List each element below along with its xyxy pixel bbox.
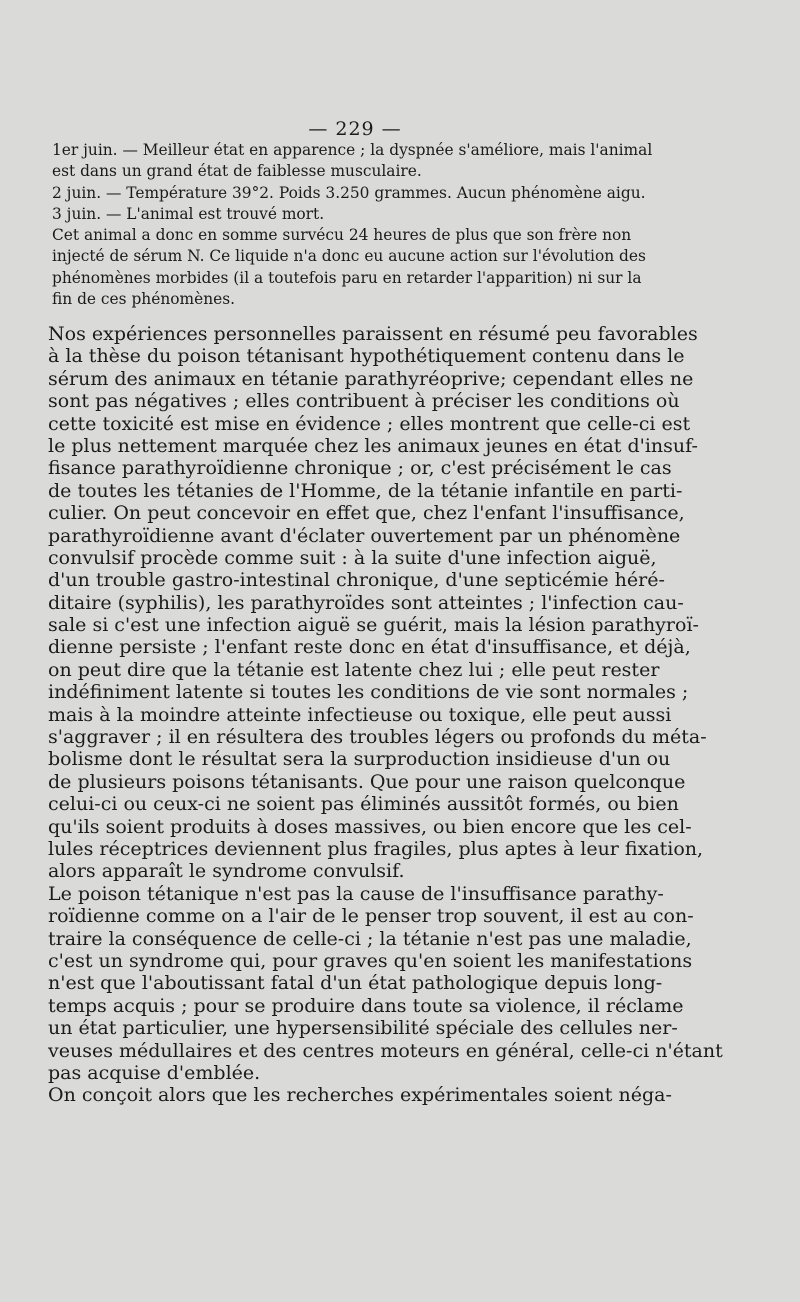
body-line: sale si c'est une infection aiguë se guérit, mais la lésion parathyroï- [48,614,699,637]
note-line: fin de ces phénomènes. [52,290,236,309]
body-line: convulsif procède comme suit : à la suite d'une infection aiguë, [48,546,657,569]
body-line: à la thèse du poison tétanisant hypothétiquement contenu dans le [48,345,685,368]
body-line: sérum des animaux en tétanie parathyréoprive; cependant elles ne [48,367,694,390]
body-line: un état particulier, une hypersensibilité spéciale des cellules ner- [48,1017,678,1040]
body-line: Le poison tétanique n'est pas la cause de l'insuffisance parathy- [48,882,664,905]
body-line: Nos expériences personnelles paraissent en résumé peu favorables [48,323,698,345]
note-line: 3 juin. — L'animal est trouvé mort. [52,204,325,223]
note-line: injecté de sérum N. Ce liquide n'a donc eu aucune action sur l'évolution des [52,247,646,266]
body-line: parathyroïdienne avant d'éclater ouvertement par un phénomène [48,524,681,547]
note-line: est dans un grand état de faiblesse musculaire. [52,162,422,181]
body-line: culier. On peut concevoir en effet que, chez l'enfant l'insuffisance, [48,502,685,525]
body-line: le plus nettement marquée chez les animaux jeunes en état d'insuf- [48,434,698,457]
body-line: de toutes les tétanies de l'Homme, de la tétanie infantile en parti- [48,479,683,502]
body-line: roïdienne comme on a l'air de le penser trop souvent, il est au con- [48,905,694,928]
body-line: mais à la moindre atteinte infectieuse ou toxique, elle peut aussi [48,703,672,726]
body-line: d'un trouble gastro-intestinal chronique, d'une septicémie héré- [48,569,665,592]
body-line: lules réceptrices deviennent plus fragiles, plus aptes à leur fixation, [48,837,704,860]
body-line: s'aggraver ; il en résultera des troubles légers ou profonds du méta- [48,726,707,749]
main-text [48,323,723,1107]
body-line: c'est un syndrome qui, pour graves qu'en soient les manifestations [48,949,693,972]
body-line: ditaire (syphilis), les parathyroïdes sont atteintes ; l'infection cau- [48,591,684,614]
body-line: pas acquise d'emblée. [48,1061,261,1084]
body-line: bolisme dont le résultat sera la surproduction insidieuse d'un ou [48,748,671,771]
body-line: de plusieurs poisons tétanisants. Que pour une raison quelconque [48,770,686,793]
body-line: celui-ci ou ceux-ci ne soient pas éliminés aussitôt formés, ou bien [48,793,679,816]
body-line: fisance parathyroïdienne chronique ; or, c'est précisément le cas [48,457,672,480]
note-line: phénomènes morbides (il a toutefois paru en retarder l'apparition) ni sur la [52,268,642,287]
body-line: cette toxicité est mise en évidence ; elles montrent que celle-ci est [48,412,691,435]
body-line: indéfiniment latente si toutes les conditions de vie sont normales ; [48,681,689,704]
page-number: — 229 — [308,118,402,140]
body-line: alors apparaît le syndrome convulsif. [48,860,405,883]
body-line: veuses médullaires et des centres moteurs en général, celle-ci n'étant [48,1039,723,1062]
note-line: Cet animal a donc en somme survécu 24 heures de plus que son frère non [52,226,632,245]
body-line: on peut dire que la tétanie est latente chez lui ; elle peut rester [48,658,660,681]
body-line: sont pas négatives ; elles contribuent à préciser les conditions où [48,390,680,413]
experiment-notes [52,140,682,310]
body-line: dienne persiste ; l'enfant reste donc en état d'insuffisance, et déjà, [48,636,691,659]
body-line: qu'ils soient produits à doses massives, ou bien encore que les cel- [48,815,692,838]
note-line: 2 juin. — Température 39°2. Poids 3.250 grammes. Aucun phénomène aigu. [52,183,646,202]
body-line: n'est que l'aboutissant fatal d'un état pathologique depuis long- [48,972,663,995]
body-line: On conçoit alors que les recherches expérimentales soient néga- [48,1084,672,1107]
body-line: temps acquis ; pour se produire dans toute sa violence, il réclame [48,994,684,1017]
note-line: 1er juin. — Meilleur état en apparence ; la dyspnée s'améliore, mais l'animal [52,141,653,159]
body-line: traire la conséquence de celle-ci ; la tétanie n'est pas une maladie, [48,927,692,950]
